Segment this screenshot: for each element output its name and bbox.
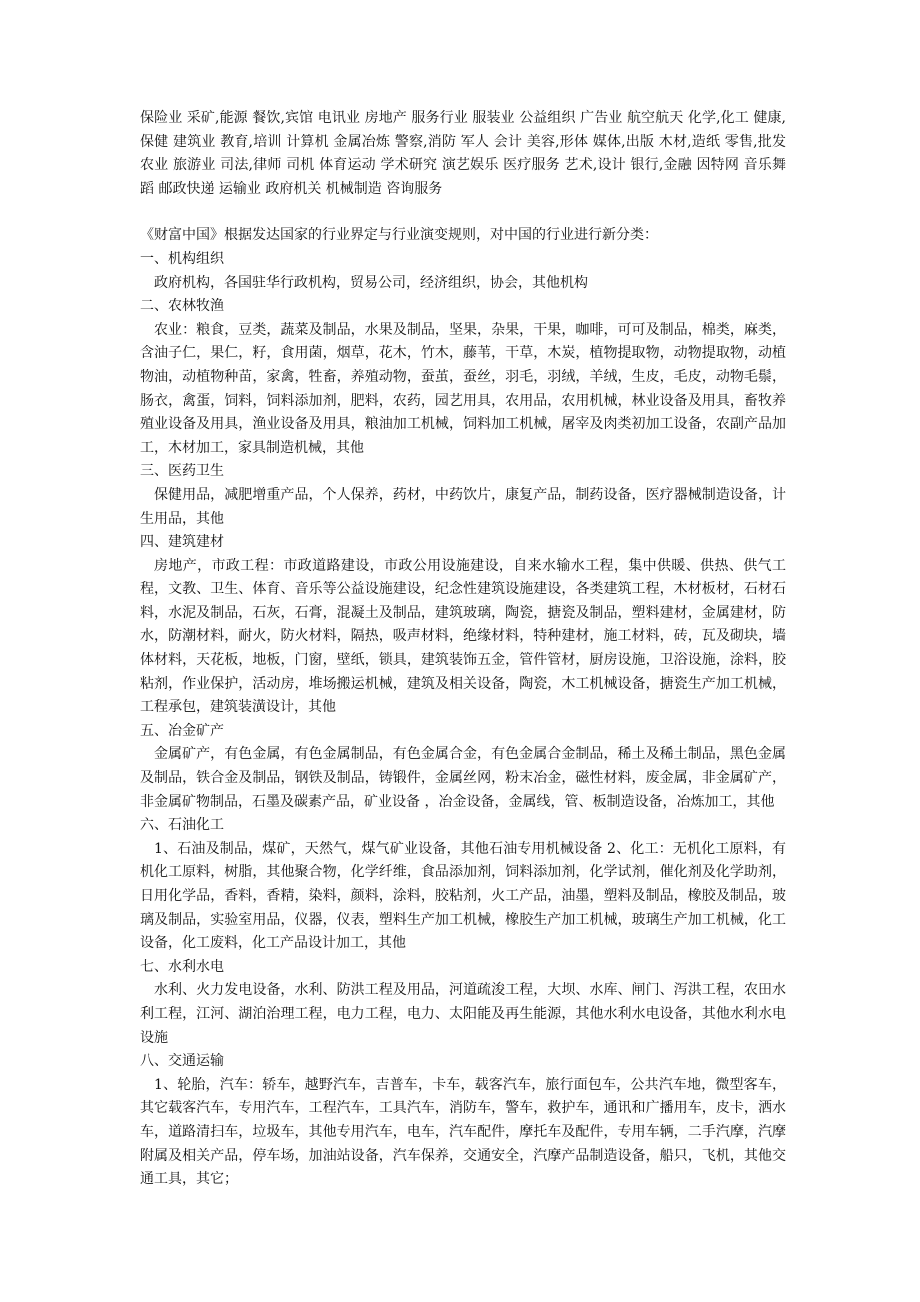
section-heading: 八、交通运输 bbox=[140, 1053, 224, 1070]
section-heading: 三、医药卫生 bbox=[140, 463, 224, 480]
section-heading: 五、冶金矿产 bbox=[140, 722, 224, 739]
section-construction bbox=[140, 531, 786, 720]
section-body: 水利、火力发电设备，水利、防洪工程及用品，河道疏浚工程，大坝、水库、闸门、泻洪工程，农田水利工程，江河、湖泊治理工程，电力工程，电力、太阳能及再生能源，其他水利水电设备，其他水利水电设施 bbox=[140, 982, 786, 1046]
section-medicine bbox=[140, 460, 786, 531]
section-institutions bbox=[140, 248, 786, 295]
industry-list-paragraph: 保险业 采矿,能源 餐饮,宾馆 电讯业 房地产 服务行业 服装业 公益组织 广告业 航空航天 化学,化工 健康,保健 建筑业 教育,培训 计算机 金属冶炼 警察,消防 军人 会计 美容,形体 媒体,出版 木材,造纸 零售,批发 农业 旅游业 司法,律师 司机 体育运动 学术研究 演艺娱乐 医疗服务 艺术,设计 银行,金融 因特网 音乐舞蹈 邮政快递 运输业 政府机关 机械制造 咨询服务 bbox=[140, 110, 786, 197]
section-petrochemical bbox=[140, 814, 786, 956]
section-water-power bbox=[140, 956, 786, 1050]
section-body: 保健用品，减肥增重产品，个人保养，药材，中药饮片，康复产品，制药设备，医疗器械制造设备，计生用品，其他 bbox=[140, 486, 786, 527]
section-heading: 二、农林牧渔 bbox=[140, 298, 224, 315]
section-body: 农业：粮食，豆类，蔬菜及制品，水果及制品，坚果，杂果，干果，咖啡，可可及制品，棉类，麻类，含油子仁，果仁，籽，食用菌，烟草，花木，竹木，藤苇，干草，木炭，植物提取物，动物提取物，动植物油，动植物种苗，家禽，牲畜，养殖动物，蚕茧，蚕丝，羽毛，羽绒，羊绒，生皮，毛皮，动物毛鬃，肠衣，禽蛋，饲料，饲料添加剂，肥料，农药，园艺用具，农用品，农用机械，林业设备及用具，畜牧养殖业设备及用具，渔业设备及用具，粮油加工机械，饲料加工机械，屠宰及肉类初加工设备，农副产品加工，木材加工，家具制造机械，其他 bbox=[140, 321, 786, 456]
section-heading: 六、石油化工 bbox=[140, 817, 224, 834]
intro-paragraph: 《财富中国》根据发达国家的行业界定与行业演变规则，对中国的行业进行新分类： bbox=[140, 227, 658, 244]
section-body: 1、轮胎，汽车：轿车，越野汽车，吉普车，卡车，载客汽车，旅行面包车，公共汽车地，微型客车，其它载客汽车，专用汽车，工程汽车，工具汽车，消防车，警车，救护车，通讯和广播用车，皮卡，洒水车，道路清扫车，垃圾车，其他专用汽车，电车，汽车配件，摩托车及配件，专用车辆，二手汽摩，汽摩附属及相关产品，停车场，加油站设备，汽车保养，交通安全，汽摩产品制造设备，船只，飞机，其他交通工具，其它； bbox=[140, 1076, 786, 1188]
section-agriculture bbox=[140, 295, 786, 460]
section-heading: 七、水利水电 bbox=[140, 958, 224, 975]
section-transportation bbox=[140, 1050, 786, 1192]
section-body: 房地产，市政工程：市政道路建设，市政公用设施建设，自来水输水工程，集中供暖、供热、供气工程，文教、卫生、体育、音乐等公益设施建设，纪念性建筑设施建设，各类建筑工程，木材板材，石材石料，水泥及制品，石灰，石膏，混凝土及制品，建筑玻璃，陶瓷，搪瓷及制品，塑料建材，金属建材，防水，防潮材料，耐火，防火材料，隔热，吸声材料，绝缘材料，特种建材，施工材料，砖，瓦及砌块，墙体材料，天花板，地板，门窗，壁纸，锁具，建筑装饰五金，管件管材，厨房设施，卫浴设施，涂料，胶粘剂，作业保护，活动房，堆场搬运机械，建筑及相关设备，陶瓷，木工机械设备，搪瓷生产加工机械，工程承包，建筑装潢设计，其他 bbox=[140, 557, 786, 716]
section-metallurgy bbox=[140, 720, 786, 814]
document-page bbox=[140, 107, 786, 1192]
section-body: 金属矿产，有色金属，有色金属制品，有色金属合金，有色金属合金制品，稀土及稀土制品，黑色金属及制品，铁合金及制品，钢铁及制品，铸锻件，金属丝网，粉末冶金，磁性材料，废金属，非金属矿产，非金属矿物制品，石墨及碳素产品，矿业设备 ，冶金设备，金属线，管、板制造设备，冶炼加工，其他 bbox=[140, 746, 786, 810]
section-heading: 四、建筑建材 bbox=[140, 534, 224, 551]
section-heading: 一、机构组织 bbox=[140, 250, 224, 267]
section-body: 1、石油及制品，煤矿，天然气，煤气矿业设备，其他石油专用机械设备 2、化工：无机化工原料，有机化工原料，树脂，其他聚合物，化学纤维，食品添加剂，饲料添加剂，化学试剂，催化剂及化学助剂，日用化学品，香料，香精，染料，颜料，涂料，胶粘剂，火工产品，油墨，塑料及制品，橡胶及制品，玻璃及制品，实验室用品，仪器，仪表，塑料生产加工机械，橡胶生产加工机械，玻璃生产加工机械，化工设备，化工废料，化工产品设计加工，其他 bbox=[140, 840, 786, 952]
section-body: 政府机构，各国驻华行政机构，贸易公司，经济组织，协会，其他机构 bbox=[154, 274, 588, 291]
